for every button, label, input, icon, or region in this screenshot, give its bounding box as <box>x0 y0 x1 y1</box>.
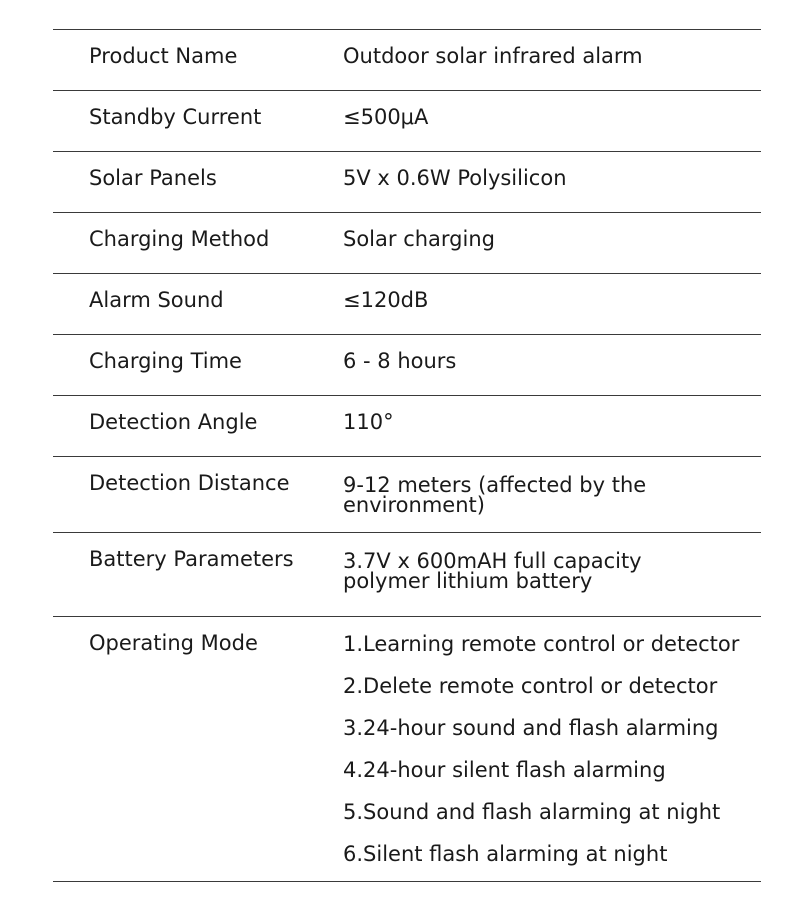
spec-value-standby-current: ≤500μA <box>343 105 429 129</box>
spec-value-line: environment) <box>343 493 485 517</box>
list-item: 1.Learning remote control or detector <box>343 632 740 656</box>
spec-label-product-name: Product Name <box>89 44 238 68</box>
spec-label-standby-current: Standby Current <box>89 105 262 129</box>
table-row <box>53 213 761 274</box>
list-item: 4.24-hour silent flash alarming <box>343 758 666 782</box>
spec-label-alarm-sound: Alarm Sound <box>89 288 224 312</box>
spec-value-charging-time: 6 - 8 hours <box>343 349 457 373</box>
table-row <box>53 533 761 617</box>
spec-label-solar-panels: Solar Panels <box>89 166 217 190</box>
spec-value-detection-distance <box>343 457 761 533</box>
spec-value-line: 3.7V x 600mAH full capacity <box>343 549 642 573</box>
table-row <box>53 274 761 335</box>
table-row <box>53 617 761 882</box>
spec-label-charging-time: Charging Time <box>89 349 242 373</box>
table-row <box>53 396 761 457</box>
spec-label-battery-parameters: Battery Parameters <box>89 547 294 571</box>
spec-value-product-name: Outdoor solar infrared alarm <box>343 44 643 68</box>
spec-label-charging-method: Charging Method <box>89 227 270 251</box>
list-item: 2.Delete remote control or detector <box>343 674 718 698</box>
spec-value-detection-angle: 110° <box>343 410 394 434</box>
spec-value-alarm-sound: ≤120dB <box>343 288 429 312</box>
spec-value-battery-parameters <box>343 533 761 617</box>
spec-label-detection-angle: Detection Angle <box>89 410 258 434</box>
spec-value-charging-method: Solar charging <box>343 227 495 251</box>
table-row <box>53 457 761 533</box>
spec-value-operating-mode <box>343 617 761 882</box>
spec-table <box>53 29 761 882</box>
table-row <box>53 152 761 213</box>
spec-label-operating-mode: Operating Mode <box>89 631 258 655</box>
table-row <box>53 30 761 91</box>
spec-value-solar-panels: 5V x 0.6W Polysilicon <box>343 166 567 190</box>
spec-label-detection-distance: Detection Distance <box>89 471 290 495</box>
operating-mode-list <box>343 623 761 875</box>
table-row <box>53 335 761 396</box>
list-item: 3.24-hour sound and flash alarming <box>343 716 719 740</box>
list-item: 5.Sound and flash alarming at night <box>343 800 721 824</box>
list-item: 6.Silent flash alarming at night <box>343 842 668 866</box>
spec-value-line: polymer lithium battery <box>343 569 593 593</box>
table-row <box>53 91 761 152</box>
spec-value-line: 9-12 meters (affected by the <box>343 473 647 497</box>
